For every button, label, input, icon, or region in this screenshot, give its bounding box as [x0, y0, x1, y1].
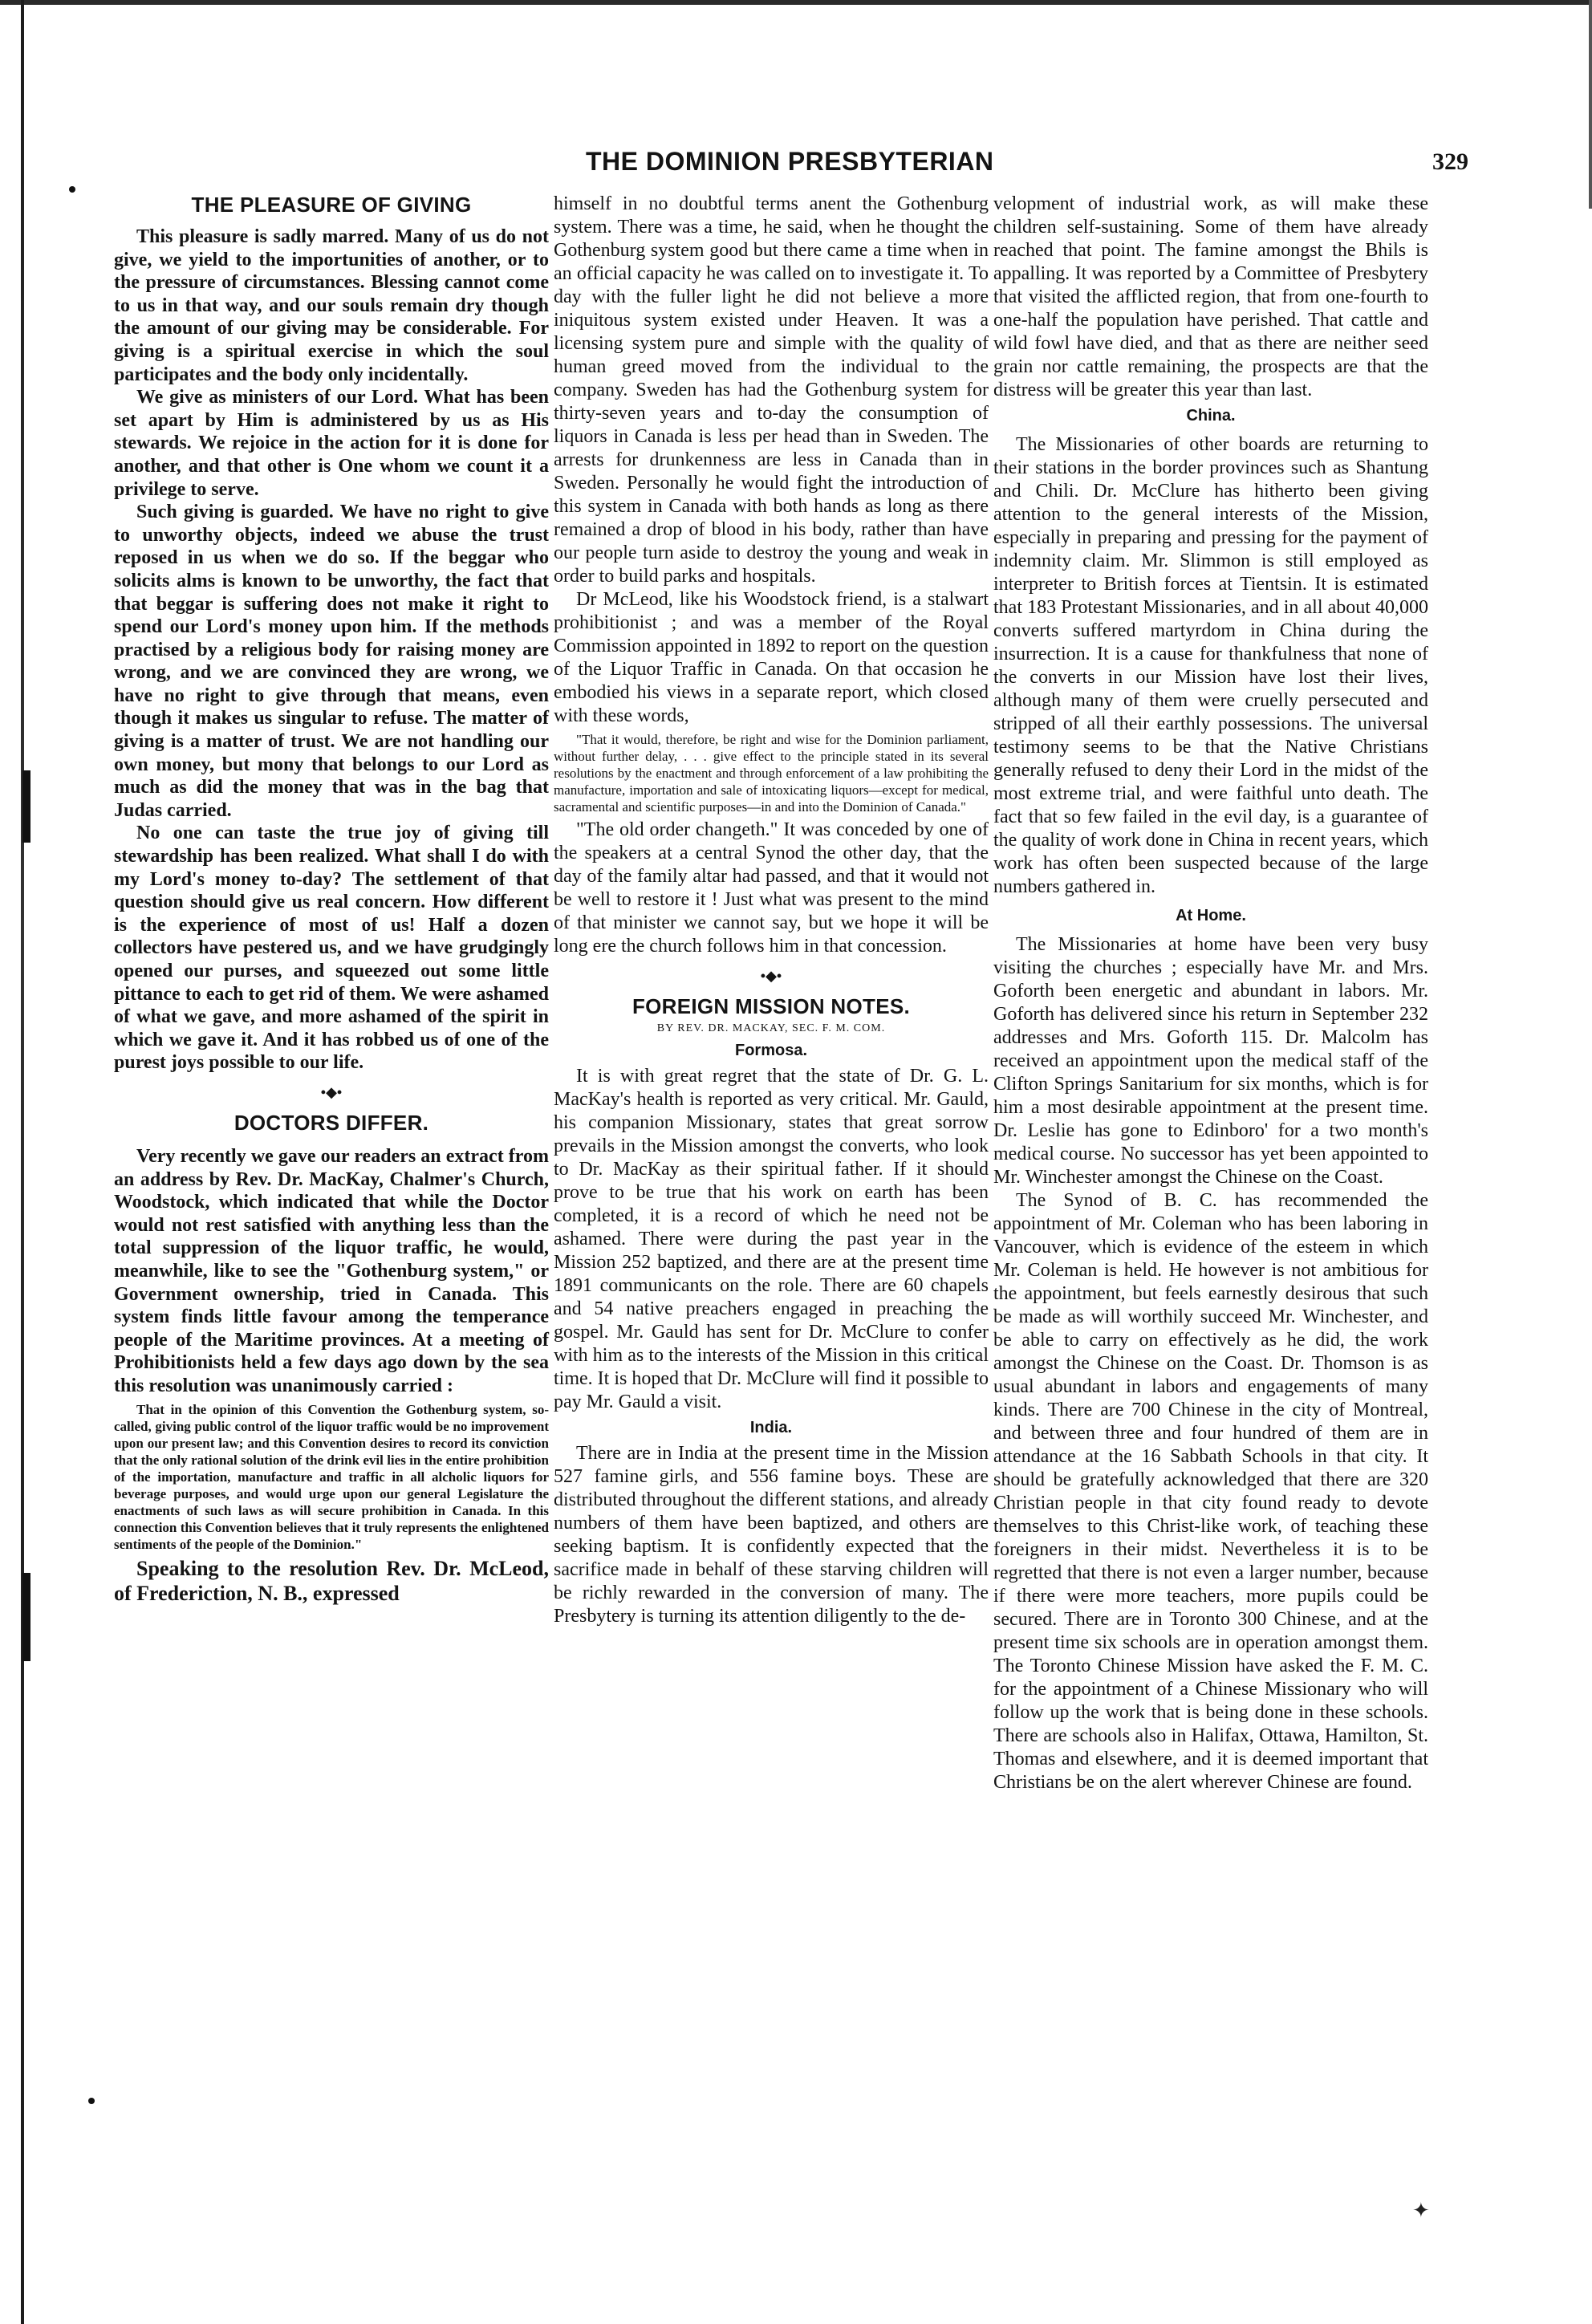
page-number: 329	[1432, 148, 1468, 175]
article-heading-pleasure-of-giving: THE PLEASURE OF GIVING	[191, 193, 472, 217]
paragraph: It is with great regret that the state of Dr. G. L. MacKay's health is reported as very critical. Mr. Gauld, his companion Missionary, states that great sorrow prevails in the Mission amongst the converts, who look to Dr. MacKay as their spiritual father. If it should prove to be true that his work on earth has been completed, it is a record of which he need not be ashamed. There were during the past year in the Mission 252 baptized, and there are at the present time 1891 communicants on the role. There are 60 chapels and 54 native preachers engaged in preaching the gospel. Mr. Gauld has sent for Dr. McClure to confer with him as to the interests of the Mission in this critical time. It is hoped that Dr. McClure will find it possible to pay Mr. Gauld a visit.	[554, 1066, 989, 1412]
paragraph: The Missionaries of other boards are returning to their stations in the border provinces such as Shantung and Chili. Dr. McClure has hitherto been giving attention to the general interests of the Mission, especially in preparing and pressing for the payment of indemnity claim. Mr. Slimmon is still employed as interpreter to British forces at Tientsin. It is estimated that 183 Protestant Missionaries, and in all about 40,000 converts suffered martyrdom in China during the insurrection. It is a cause for thankfulness that none of the converts in our Mission have lost their lives, although many of them were cruelly persecuted and stripped of all their earthly possessions. The universal testimony seems to be that the Native Christians generally refused to deny their Lord in the midst of the most extreme trial, and were faithful unto death. The fact that so few failed in the evil day, is a guarantee of the quality of work done in China in recent years, which work has often been suspected because of the large numbers gathered in.	[993, 434, 1428, 897]
section-divider: •◆•	[320, 1083, 343, 1100]
paragraph: Such giving is guarded. We have no right to give to unworthy objects, indeed we abuse the trust reposed in us when we do so. If the beggar who solicits alms is known to be unworthy, the fact that that beggar is suffering does not make it right to spend our Lord's money upon him. If the methods practised by a religious body for raising money are wrong, and we are convinced they are wrong, we have no right to give through that means, even though it makes us singular to refuse. The matter of giving is a matter of trust. We are not handling our own money, but mony that belongs to our Lord as much as did the money that was in the bag that Judas carried.	[114, 502, 549, 821]
paragraph: The Synod of B. C. has recommended the appointment of Mr. Coleman who has been laboring in Vancouver, which is evidence of the esteem in which Mr. Coleman is held. He however is not ambitious for the appointment, but feels earnestly desirous that such be made as will worthily succeed Mr. Winchester, and be able to carry on effectively as he did, the work amongst the Chinese on the Coast. Dr. Thomson is as usual abundant in labors and engagements of many kinds. There are 700 Chinese in the city of Montreal, and between three and four hundred of them are in attendance at the 16 Sabbath Schools in that city. It should be gratefully acknowledged that there are 320 Christian people in that city found ready to devote themselves to this Christ-like work, of teaching these foreigners in their midst. Nevertheless it is to be regretted that there is not even a larger number, because if there were more teachers, more pupils could be secured. There are in Toronto 300 Chinese, and at the present time six schools are in operation amongst them. The Toronto Chinese Mission have asked the F. M. C. for the appointment of a Chinese Missionary who will follow up the work that is being done in these schools. There are schools also in Halifax, Ottawa, Hamilton, St. Thomas and elsewhere, and it is deemed important that Christians be on the alert wherever Chinese are found.	[993, 1190, 1428, 1793]
block-quote: That in the opinion of this Convention the Gothenburg system, so-called, giving public control of the liquor traffic would be no improvement upon our present law; and this Convention desires to record its conviction that the only rational solution of the drink evil lies in the entire prohibition of the importation, manufacture and traffic in all alcholic liquors for beverage purposes, and would urge upon our general Legislature the enactments of such laws as will secure prohibition in Canada. In this connection this Convention believes that it truly represents the enlightened sentiments of the people of the Dominion."	[114, 1401, 549, 1552]
paragraph: himself in no doubtful terms anent the Gothenburg system. There was a time, he said, when he thought the Gothenburg system good but there came a time when in an official capacity he was called on to investigate it. To day with the fuller light he did not believe a more iniquitous system existed under Heaven. It was a licensing system pure and simple with the quality of human greed moved from the individual to the company. Sweden has had the Gothenburg system for thirty-seven years and to-day the consumption of liquors in Canada is less per head than in Sweden. The arrests for drunkenness are less in Canada than in Sweden. Personally he would fight the introduction of this system in Canada with both hands as long as there remained a drop of blood in his body, rather than have our people turn aside to destroy the young and weak in order to build parks and hospitals.	[554, 193, 989, 587]
paragraph: Dr McLeod, like his Woodstock friend, is a stalwart prohibitionist ; and was a member of the Royal Commission appointed in 1892 to report on the question of the Liquor Traffic in Canada. On that occasion he embodied his views in a separate report, which closed with these words,	[554, 589, 989, 726]
scan-edge-right	[1589, 0, 1592, 209]
page-header	[562, 147, 1476, 184]
paragraph: Very recently we gave our readers an extract from an address by Rev. Dr. MacKay, Chalmer's Church, Woodstock, which indicated that while the Doctor would not rest satisfied with anything less than the total suppression of the liquor traffic, he would, meanwhile, like to see the "Gothenburg system," or Government ownership, tried in Canada. This system finds little favour among the temperance people of the Maritime provinces. At a meeting of Prohibitionists held a few days ago down by the sea this resolution was unanimously carried :	[114, 1145, 549, 1396]
running-title: THE DOMINION PRESBYTERIAN	[586, 147, 994, 176]
byline: BY REV. DR. MACKAY, SEC. F. M. COM.	[656, 1022, 886, 1034]
column-2	[554, 193, 989, 1628]
subheading-formosa: Formosa.	[734, 1042, 808, 1059]
paragraph: This pleasure is sadly marred. Many of us do not give, we yield to the importunities of another, or to the pressure of circumstances. Blessing cannot come to us in that way, and our souls remain dry though the amount of our giving may be considerable. For giving is a spiritual exercise in which the soul participates and the body only incidentally.	[114, 226, 549, 385]
paragraph: velopment of industrial work, as will make these children self-sustaining. Some of them have already reached that point. The famine amongst the Bhils is appalling. It was reported by a Committee of Presbytery that visited the afflicted region, that from one-fourth to one-half the population have perished. That cattle and wild fowl have died, and that as there are neither seed grain nor cattle remaining, the prospects are that the distress will be greater this year than last.	[993, 193, 1428, 400]
subheading-china: China.	[1186, 407, 1236, 425]
printer-flourish: ✦	[1412, 2199, 1430, 2222]
subheading-india: India.	[749, 1419, 793, 1436]
bullet-mark	[88, 2098, 95, 2104]
paragraph: Speaking to the resolution Rev. Dr. McLeod, of Frederiction, N. B., expressed	[114, 1556, 549, 1605]
paragraph: There are in India at the present time in the Mission 527 famine girls, and 556 famine boys. These are distributed throughout the different stations, and already numbers of them have been baptized, and others are seeking baptism. It is confidently expected that the sacrifice made in behalf of these starving children will be richly rewarded in the conversion of many. The Presbytery is turning its attention diligently to the de-	[554, 1443, 989, 1627]
subheading-at-home: At Home.	[1176, 907, 1246, 924]
paragraph: We give as ministers of our Lord. What has been set apart by Him is administered by us as His stewards. We rejoice in the action for it is done for another, and that other is One whom we count it a privilege to serve.	[114, 387, 549, 500]
bullet-mark	[69, 186, 75, 193]
article-heading-doctors-differ: DOCTORS DIFFER.	[234, 1110, 429, 1135]
paragraph: "The old order changeth." It was conceded by one of the speakers at a central Synod the other day, that the day of the family altar had passed, and that it would not be well to restore it ! Just what was present to the mind of that minister we cannot say, but we hope it will be long ere the church follows him in that concession.	[554, 819, 989, 957]
paragraph: The Missionaries at home have been very busy visiting the churches ; especially have Mr. and Mrs. Goforth been energetic and abundant in labors. Mr. Goforth has delivered since his return in September 232 addresses and Mrs. Goforth 115. Dr. Malcolm has received an appointment upon the medical staff of the Clifton Springs Sanitarium for six months, which is for him a most desirable appointment at the present time. Dr. Leslie has gone to Edinboro' for a two month's medical course. No successor has yet been appointed to Mr. Winchester amongst the Chinese on the Coast.	[993, 934, 1428, 1188]
column-3	[993, 193, 1428, 1794]
scan-edge-left	[21, 0, 24, 2324]
scan-edge-top	[0, 0, 1592, 5]
column-1	[114, 193, 549, 1606]
binding-mark	[22, 1573, 30, 1661]
block-quote: "That it would, therefore, be right and wise for the Dominion parliament, without further delay, . . . give effect to the principle stated in its several resolutions by the enactment and through enforcement of a law prohibiting the manufacture, importation and sale of intoxicating liquors—except for medical, sacramental and scientific purposes—in and into the Dominion of Canada."	[554, 732, 989, 815]
article-heading-foreign-mission-notes: FOREIGN MISSION NOTES.	[632, 994, 911, 1018]
binding-mark	[22, 770, 30, 843]
section-divider: •◆•	[760, 968, 782, 984]
paragraph: No one can taste the true joy of giving till stewardship has been realized. What shall I do with my Lord's money to-day? The settlement of that question should give us real concern. How different is the experience of most of us! Half a dozen collectors have pestered us, and we have grudgingly opened our purses, and squeezed out some little pittance to each to get rid of them. We were ashamed of what we gave, and more ashamed of the spirit in which we gave it. And it has robbed us of one of the purest joys possible to our life.	[114, 823, 549, 1074]
